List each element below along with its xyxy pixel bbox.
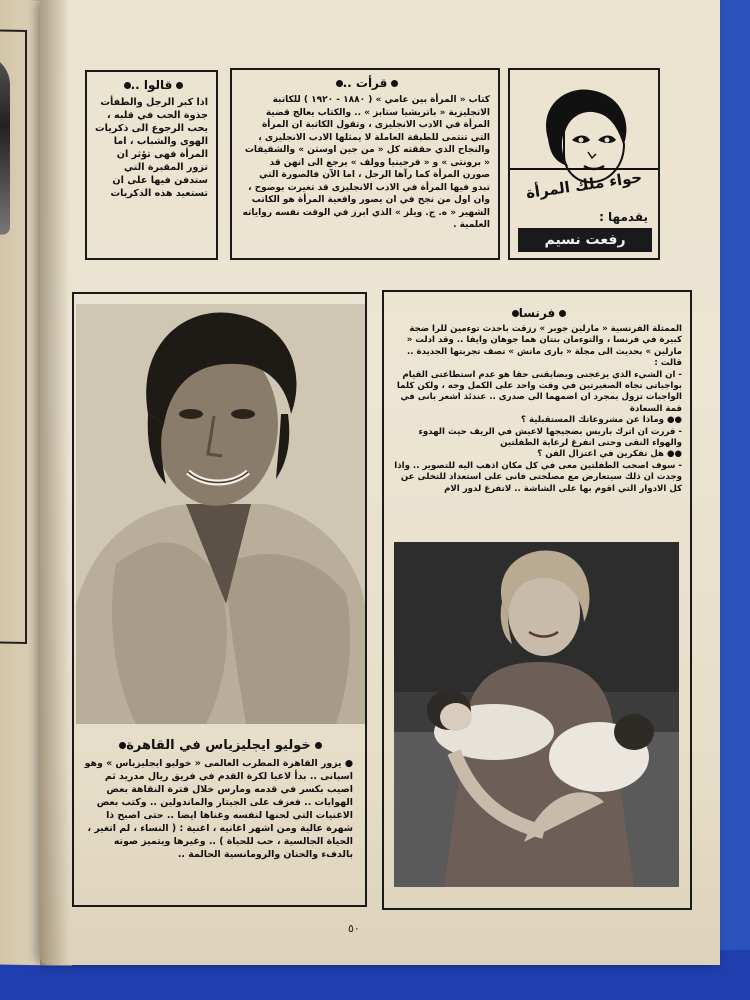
logo-title: حواء ملك المرأة: [524, 167, 644, 203]
mother-with-twins-image: [394, 542, 679, 887]
julio-photo: [76, 304, 365, 724]
logo-byline: [518, 210, 652, 252]
bullet-icon: [336, 80, 343, 87]
bullet-icon: [391, 80, 398, 87]
bullet-icon: [315, 742, 322, 749]
bullet-icon: [176, 82, 183, 89]
byline-label: يقدمها :: [599, 210, 648, 224]
page-number: ٥٠: [348, 922, 360, 935]
previous-page-photo: [0, 54, 10, 235]
qiraat-box: [230, 68, 500, 260]
julio-box: [72, 292, 367, 907]
faransa-text: الممثلة الفرنسية « مارلين جوبر » رزقت باحدث توءمين للرا ضجة كبيرة في فرنسا ، والتوءمان بنتان هما جوهان وايفا .. وقد ادلت « مارلين » بحديث الى مجلة « بارى ماتش » تصف تجربتها الجديدة .. قالت : - ان الشيء الذي يزعجنى ويضايقنى حقا هو عدم استطاعتى القيام بواجباتى تجاه الصغيرتين في وقت واحد على الكمل وجه ، ولكن كلما الواجبات تزول بمجرد ان اضمهما الى صدرى .. عندئذ اشعر بانى في قمة السعادة ●● وماذا عن مشروعاتك المستقبلية ؟ - قررت ان اترك باريس بضجيجها لاعيش في الريف حيث الهدوء والهواء النقى وحتى اتفرغ لرعاية الطفلتين ●● هل تفكرين في اعتزال الفن ؟ - سوف اصحب الطفلتين معى في كل مكان اذهب اليه للتصوير .. واذا وجدت ان ذلك سيتعارض مع مصلحتى فانى على استعداد للتخلى عن كل الادوار التي اقوم بها على الشاشة .. لاتفرغ لدور الام: [394, 324, 682, 494]
qiraat-heading: قرأت ..: [232, 76, 498, 90]
bullet-icon: [124, 82, 131, 89]
qiraat-text: كتاب « المرأة بين عامي » ( ١٨٨٠ - ١٩٢٠ ) للكاتبة الانجليزية « باتريشيا ستابز » .. والكتاب يعالج قضية المرأة في الادب الانجليزى ، وتقول الكاتبة ان المرأة التي تنتمى للطبقة العاملة لا يمثلها الادب الانجليزى ، والنجاح الذي حققته كل « من جين اوستن » والشقيقات « برونتى » و « فرجينيا وولف » يرجع الى انهن قد صورن المرأة كما رآها الرجل ، اما الآن فالصورة التي تبدو فيها المرأة في الادب الانجليزى قد تغيرت بوضوح ، وان اول من نجح في ان يصور واقعية المرأة هو الكاتب الشهير « ه. ج. ويلز » الذي ابرز في الوقت نفسه رواياته العلمية .: [242, 95, 490, 230]
faransa-box: [382, 290, 692, 910]
julio-article: [80, 732, 357, 861]
bullet-icon: [512, 310, 519, 317]
qalu-box: [85, 70, 218, 260]
faransa-article: [384, 292, 690, 495]
julio-portrait-image: [76, 304, 365, 724]
mother-twins-photo: [394, 542, 679, 887]
author-name: رفعت نسيم: [518, 228, 652, 252]
bullet-icon: [559, 310, 566, 317]
qalu-heading: قالوا ..: [87, 78, 216, 92]
page-spine-shadow: [40, 0, 70, 965]
julio-text: ● يزور القاهرة المطرب العالمى « خوليو ايجليزياس » وهو اسبانى .. بدأ لاعبا لكرة القدم في فريق ريال مدريد ثم اصيب بكسر في قدمه ومارس خلال فترة النقاهة بعض الهوايات .. فعزف على الجيتار والماندولين .. وكتب بعض الاغنيات التي لحنها لنفسه وغناها ايضا .. حتى اصبح ذا شهرة عالية ومن اشهر اغانيه ، اغنية : ( النساء ، لم اتغير ، الحياة الجالسية ، حب للحياة ) .. وغيرها ويتميز صوته بالدفء والحنان والرومانسية الحالمة ..: [84, 758, 353, 860]
logo-title-band: [510, 168, 658, 210]
faransa-heading: فرنسا: [384, 306, 690, 320]
column-logo-box: [508, 68, 660, 260]
magazine-page: [40, 0, 720, 965]
julio-heading: خوليو ايجليزياس في القاهرة: [80, 738, 357, 753]
qalu-text: اذا كبر الرجل والطفأت جذوة الحب في قلبه ، يحب الرجوع الى ذكريات الهوى والشباب ، اما المرأة فهى تؤثر ان تزور المقبرة التي ستدفن فيها على ان تستعيد هذه الذكريات: [95, 97, 208, 199]
